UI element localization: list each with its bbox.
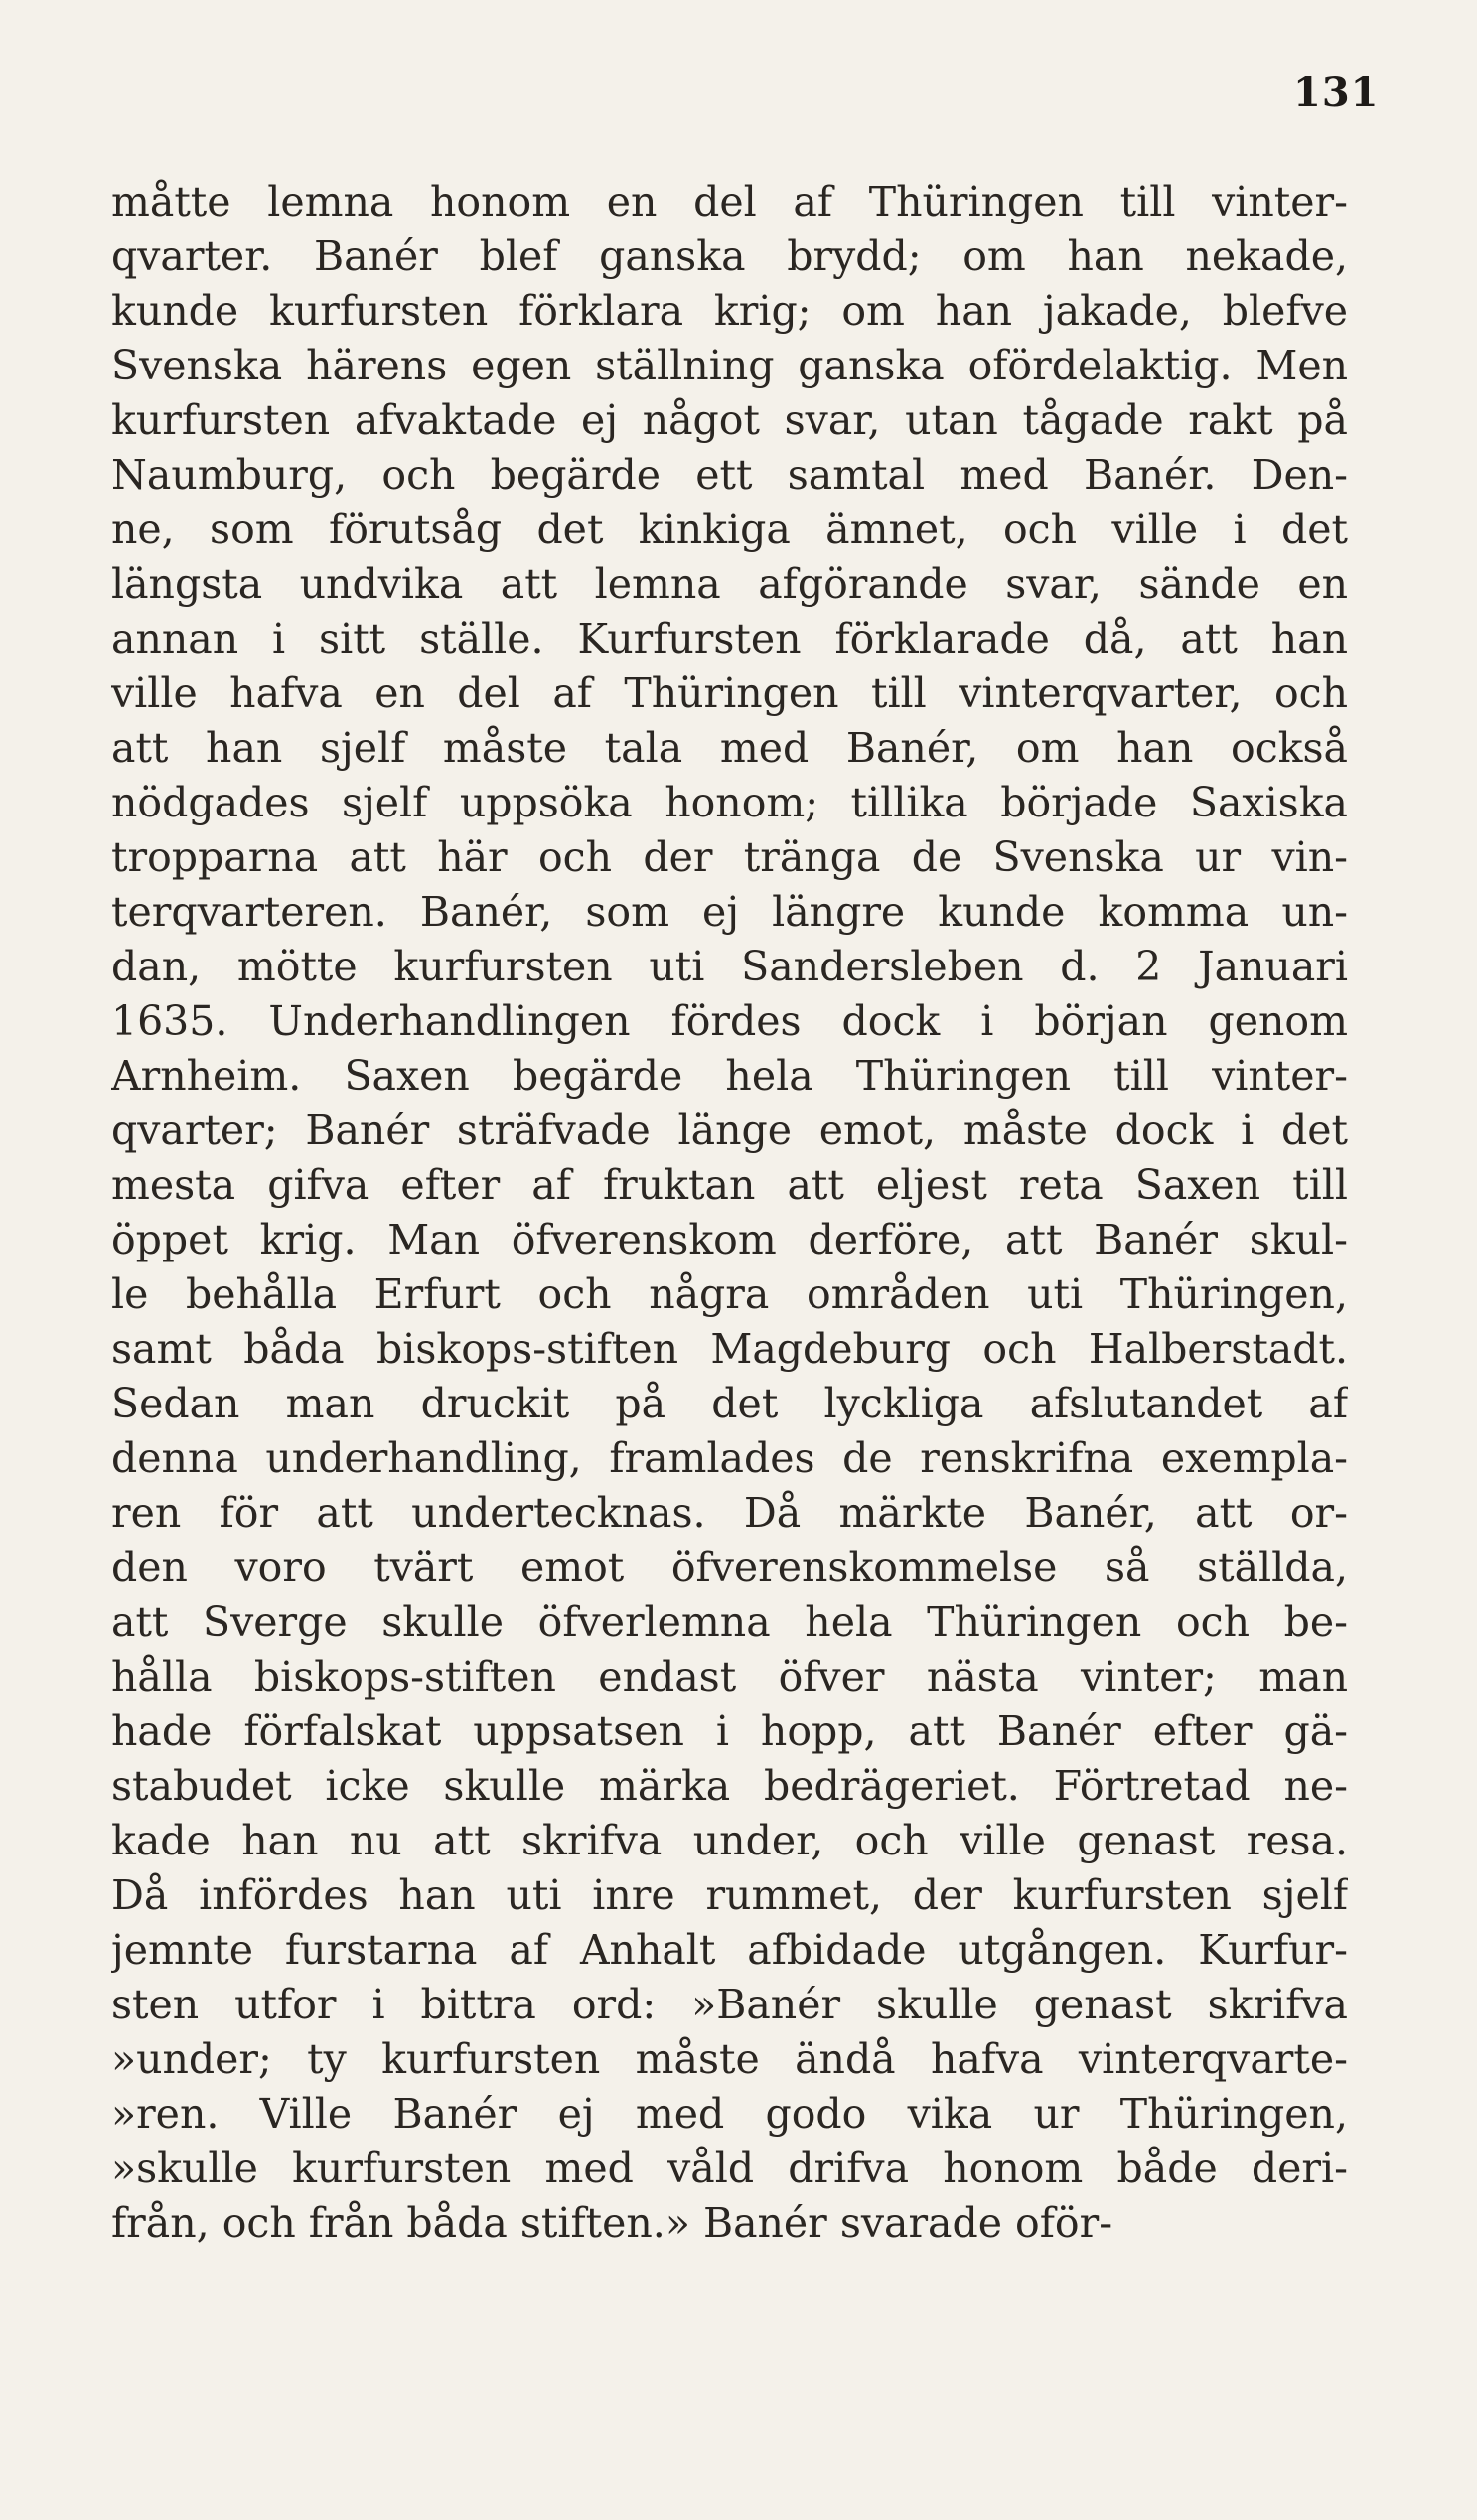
text-line: den voro tvärt emot öfverenskommelse så ställda,	[111, 1544, 1348, 1591]
text-line: »skulle kurfursten med våld drifva honom både deri-	[111, 2145, 1348, 2192]
text-line: stabudet icke skulle märka bedrägeriet. Förtretad ne-	[111, 1762, 1348, 1810]
text-line: hålla biskops-stiften endast öfver nästa vinter; man	[111, 1653, 1348, 1701]
text-line: denna underhandling, framlades de renskrifna exempla-	[111, 1434, 1348, 1482]
text-line: »under; ty kurfursten måste ändå hafva vinterqvarte-	[111, 2035, 1348, 2083]
text-line: kurfursten afvaktade ej något svar, utan tågade rakt på	[111, 396, 1348, 444]
text-line: samt båda biskops-stiften Magdeburg och Halberstadt.	[111, 1325, 1348, 1373]
text-line: le behålla Erfurt och några områden uti Thüringen,	[111, 1270, 1348, 1318]
text-line: öppet krig. Man öfverenskom derföre, att Banér skul-	[111, 1216, 1348, 1263]
text-line: kade han nu att skrifva under, och ville genast resa.	[111, 1817, 1348, 1864]
text-line: Svenska härens egen ställning ganska ofördelaktig. Men	[111, 342, 1348, 389]
text-line: terqvarteren. Banér, som ej längre kunde komma un-	[111, 888, 1348, 936]
text-line: qvarter; Banér sträfvade länge emot, måste dock i det	[111, 1107, 1348, 1154]
text-line: jemnte furstarna af Anhalt afbidade utgången. Kurfur-	[111, 1926, 1348, 1974]
text-line: längsta undvika att lemna afgörande svar, sände en	[111, 560, 1348, 608]
page-number: 131	[1293, 70, 1380, 116]
text-line: qvarter. Banér blef ganska brydd; om han nekade,	[111, 232, 1348, 280]
body-text	[111, 175, 1348, 2251]
text-line: »ren. Ville Banér ej med godo vika ur Thüringen,	[111, 2090, 1348, 2138]
text-line: att Sverge skulle öfverlemna hela Thüringen och be-	[111, 1598, 1348, 1646]
text-line: hade förfalskat uppsatsen i hopp, att Banér efter gä-	[111, 1707, 1348, 1755]
text-line: tropparna att här och der tränga de Svenska ur vin-	[111, 833, 1348, 881]
text-line: måtte lemna honom en del af Thüringen till vinter-	[111, 178, 1348, 225]
text-line: mesta gifva efter af fruktan att eljest reta Saxen till	[111, 1161, 1348, 1209]
text-line: Naumburg, och begärde ett samtal med Banér. Den-	[111, 451, 1348, 499]
text-line: kunde kurfursten förklara krig; om han jakade, blefve	[111, 287, 1348, 335]
text-line: ren för att undertecknas. Då märkte Banér, att or-	[111, 1489, 1348, 1537]
text-line: Då infördes han uti inre rummet, der kurfursten sjelf	[111, 1871, 1348, 1919]
text-line: 1635. Underhandlingen fördes dock i början genom	[111, 997, 1348, 1045]
text-line: ville hafva en del af Thüringen till vinterqvarter, och	[111, 669, 1348, 717]
text-line: ne, som förutsåg det kinkiga ämnet, och ville i det	[111, 506, 1348, 553]
text-line: annan i sitt ställe. Kurfursten förklarade då, att han	[111, 615, 1348, 663]
text-line: Arnheim. Saxen begärde hela Thüringen till vinter-	[111, 1052, 1348, 1100]
text-line: Sedan man druckit på det lyckliga afslutandet af	[111, 1380, 1348, 1427]
text-line: från, och från båda stiften.» Banér svarade oför-	[111, 2199, 1113, 2247]
text-line: nödgades sjelf uppsöka honom; tillika började Saxiska	[111, 779, 1348, 826]
text-line: sten utfor i bittra ord: »Banér skulle genast skrifva	[111, 1981, 1348, 2028]
text-line: att han sjelf måste tala med Banér, om han också	[111, 724, 1348, 772]
text-line: dan, mötte kurfursten uti Sandersleben d. 2 Januari	[111, 943, 1348, 990]
